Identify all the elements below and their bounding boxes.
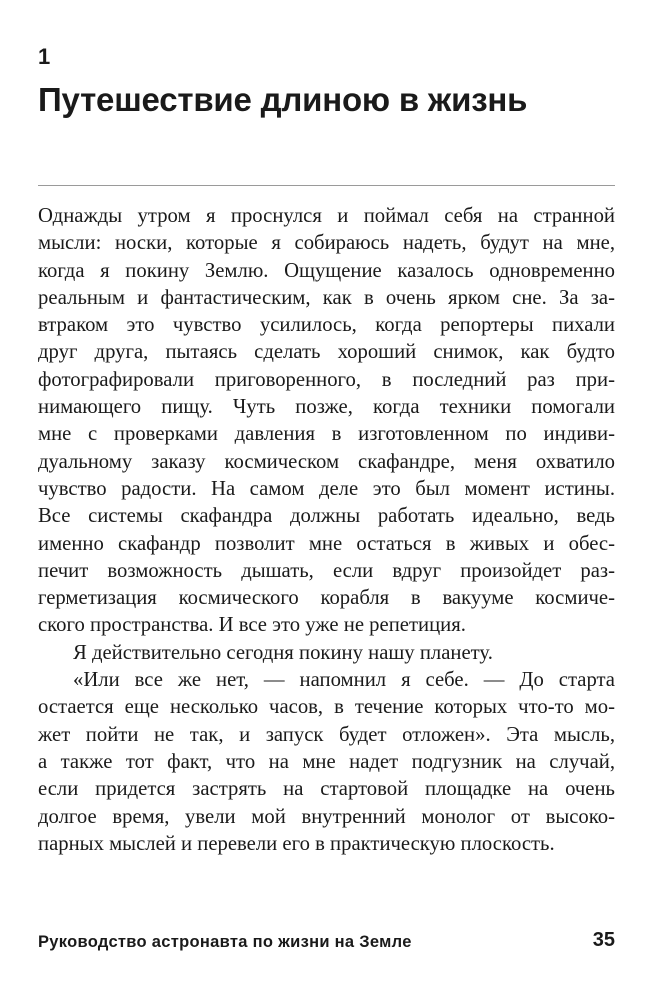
text-line: чувство радости. На самом деле это был момент истины. xyxy=(38,477,615,500)
page-number: 35 xyxy=(592,929,615,951)
paragraph xyxy=(38,667,615,858)
text-line: герметизация космического корабля в вакууме космиче- xyxy=(38,587,615,610)
body-text xyxy=(38,203,615,858)
text-line: мне с проверками давления в изготовленном по индиви- xyxy=(38,423,615,446)
text-line: «Или все же нет, — напомнил я себе. — До старта xyxy=(73,669,615,692)
text-line: а также тот факт, что на мне надет подгузник на случай, xyxy=(38,750,615,773)
text-line: остается еще несколько часов, в течение которых что-то мо- xyxy=(38,696,615,719)
text-line: фотографировали приговоренного, в последний раз при- xyxy=(38,368,615,391)
text-line: Я действительно сегодня покину нашу планету. xyxy=(73,641,493,664)
text-line: друг друга, пытаясь сделать хороший снимок, как будто xyxy=(38,341,615,364)
text-line: втраком это чувство усилилось, когда репортеры пихали xyxy=(38,314,615,337)
chapter-title: Путешествие длиною в жизнь xyxy=(38,81,528,118)
text-line: Все системы скафандра должны работать идеально, ведь xyxy=(38,505,615,528)
title-divider xyxy=(38,185,615,186)
text-line: мысли: носки, которые я собираюсь надеть, будут на мне, xyxy=(38,232,615,255)
text-line: жет пойти не так, и запуск будет отложен». Эта мысль, xyxy=(38,723,615,746)
text-line: нимающего пищу. Чуть позже, когда техники помогали xyxy=(38,396,615,419)
text-line: именно скафандр позволит мне остаться в живых и обес- xyxy=(38,532,615,555)
text-line: когда я покину Землю. Ощущение казалось одновременно xyxy=(38,259,615,282)
text-line: Однажды утром я проснулся и поймал себя на странной xyxy=(38,205,615,227)
footer-book-title: Руководство астронавта по жизни на Земле xyxy=(38,933,412,951)
text-line: если придется застрять на стартовой площадке на очень xyxy=(38,778,615,801)
text-line: парных мыслей и перевели его в практическую плоскость. xyxy=(38,832,555,855)
chapter-number: 1 xyxy=(38,44,51,69)
paragraph xyxy=(38,203,615,640)
text-line: печит возможность дышать, если вдруг произойдет раз- xyxy=(38,559,615,582)
text-line: долгое время, увели мой внутренний монолог от высоко- xyxy=(38,805,615,828)
text-line: ского пространства. И все это уже не репетиция. xyxy=(38,614,466,637)
paragraph xyxy=(38,640,615,667)
text-line: реальным и фантастическим, как в очень ярком сне. За за- xyxy=(38,286,615,309)
text-line: дуальному заказу космическом скафандре, меня охватило xyxy=(38,450,615,473)
